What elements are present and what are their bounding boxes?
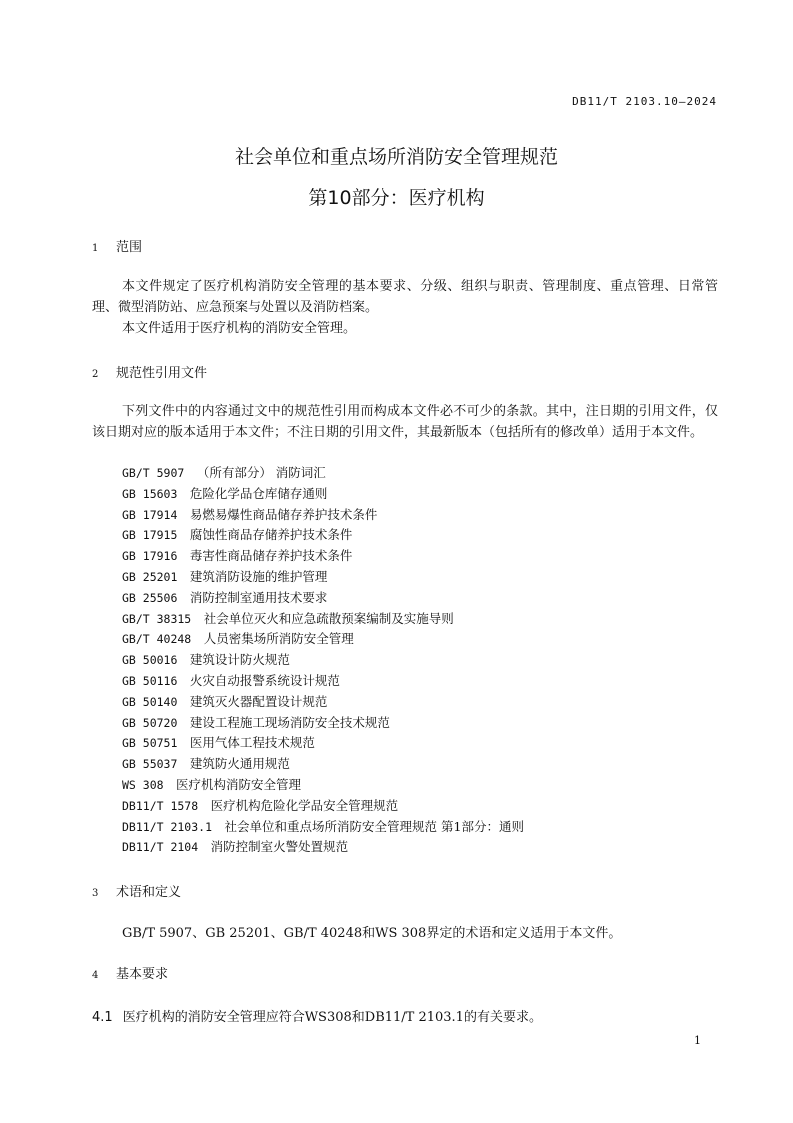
clause-4-1 xyxy=(92,1006,542,1025)
reference-code: GB 25506 xyxy=(122,590,178,605)
reference-item xyxy=(122,817,524,838)
reference-title: 火灾自动报警系统设计规范 xyxy=(189,672,340,688)
section-number: 1 xyxy=(92,243,99,254)
reference-code: GB 50751 xyxy=(122,736,178,751)
reference-title: 易燃易爆性商品储存养护技术条件 xyxy=(189,506,378,522)
reference-item xyxy=(122,567,524,588)
section-number: 4 xyxy=(92,970,99,981)
clause-text: 医疗机构的消防安全管理应符合WS308和DB11/T 2103.1的有关要求。 xyxy=(122,1010,542,1025)
reference-title: 建设工程施工现场消防安全技术规范 xyxy=(189,714,390,730)
reference-item xyxy=(122,796,524,817)
document-subtitle: 第10部分：医疗机构 xyxy=(308,187,485,209)
section-3-paragraph-1: GB/T 5907、GB 25201、GB/T 40248和WS 308界定的术语和定义适用于本文件。 xyxy=(122,926,622,941)
reference-title: 建筑防火通用规范 xyxy=(189,756,290,772)
reference-item xyxy=(122,837,524,858)
section-1-paragraph-2: 本文件适用于医疗机构的消防安全管理。 xyxy=(122,321,357,336)
reference-title: （所有部分） 消防词汇 xyxy=(196,465,326,480)
reference-code: GB 25201 xyxy=(122,569,178,584)
reference-title: 建筑设计防火规范 xyxy=(189,652,290,668)
section-2-paragraph-1: 下列文件中的内容通过文中的规范性引用而构成本文件必不可少的条款。其中，注日期的引用文件，仅该日期对应的版本适用于本文件；不注日期的引用文件，其最新版本（包括所有的修改单）适用于本文件。 xyxy=(92,404,718,440)
section-number: 2 xyxy=(92,369,99,380)
reference-code: GB/T 5907 xyxy=(122,466,185,480)
reference-code: GB/T 38315 xyxy=(122,611,192,626)
section-title: 规范性引用文件 xyxy=(116,366,208,381)
clause-number: 4.1 xyxy=(92,1010,113,1025)
reference-item xyxy=(122,692,524,713)
reference-title: 建筑消防设施的维护管理 xyxy=(189,568,328,584)
reference-code: WS 308 xyxy=(122,777,164,792)
reference-title: 消防控制室通用技术要求 xyxy=(189,589,328,605)
reference-code: GB 50140 xyxy=(122,694,178,709)
reference-list xyxy=(122,463,524,858)
reference-code: DB11/T 1578 xyxy=(122,798,199,813)
reference-item xyxy=(122,629,524,650)
page-number: 1 xyxy=(694,1034,701,1047)
section-4-heading xyxy=(92,963,168,982)
reference-item xyxy=(122,463,524,484)
reference-item xyxy=(122,713,524,734)
reference-code: GB 50116 xyxy=(122,673,178,688)
reference-title: 人员密集场所消防安全管理 xyxy=(203,631,354,647)
reference-title: 消防控制室火警处置规范 xyxy=(210,839,349,855)
reference-code: DB11/T 2103.1 xyxy=(122,819,213,834)
reference-title: 医用气体工程技术规范 xyxy=(189,735,315,751)
reference-code: GB/T 40248 xyxy=(122,632,192,647)
reference-item xyxy=(122,650,524,671)
document-title: 社会单位和重点场所消防安全管理规范 xyxy=(234,146,558,168)
reference-title: 社会单位和重点场所消防安全管理规范 第1部分：通则 xyxy=(224,818,524,834)
document-code: DB11/T 2103.10—2024 xyxy=(572,95,717,108)
reference-code: GB 55037 xyxy=(122,757,178,772)
reference-item xyxy=(122,671,524,692)
reference-item xyxy=(122,733,524,754)
reference-item xyxy=(122,484,524,505)
reference-item xyxy=(122,775,524,796)
reference-code: GB 15603 xyxy=(122,486,178,501)
section-2-heading xyxy=(92,362,207,381)
reference-code: DB11/T 2104 xyxy=(122,840,199,855)
reference-item xyxy=(122,505,524,526)
section-3-heading xyxy=(92,881,181,900)
reference-title: 建筑灭火器配置设计规范 xyxy=(189,693,328,709)
reference-title: 医疗机构消防安全管理 xyxy=(176,776,302,792)
section-title: 范围 xyxy=(116,240,143,255)
reference-title: 腐蚀性商品存储养护技术条件 xyxy=(189,527,353,543)
reference-code: GB 17914 xyxy=(122,507,178,522)
reference-title: 社会单位灭火和应急疏散预案编制及实施导则 xyxy=(203,610,454,626)
reference-code: GB 17916 xyxy=(122,549,178,564)
reference-item xyxy=(122,525,524,546)
section-title: 术语和定义 xyxy=(116,885,182,900)
reference-item xyxy=(122,609,524,630)
reference-item xyxy=(122,588,524,609)
reference-code: GB 17915 xyxy=(122,528,178,543)
reference-title: 医疗机构危险化学品安全管理规范 xyxy=(210,797,399,813)
reference-title: 危险化学品仓库储存通则 xyxy=(189,485,328,501)
section-number: 3 xyxy=(92,888,99,899)
reference-item xyxy=(122,754,524,775)
reference-code: GB 50720 xyxy=(122,715,178,730)
section-1-paragraph-1: 本文件规定了医疗机构消防安全管理的基本要求、分级、组织与职责、管理制度、重点管理、日常管理、微型消防站、应急预案与处置以及消防档案。 xyxy=(92,279,718,315)
section-1-heading xyxy=(92,236,142,255)
reference-item xyxy=(122,546,524,567)
reference-title: 毒害性商品储存养护技术条件 xyxy=(189,548,353,564)
reference-code: GB 50016 xyxy=(122,653,178,668)
section-title: 基本要求 xyxy=(116,967,169,982)
